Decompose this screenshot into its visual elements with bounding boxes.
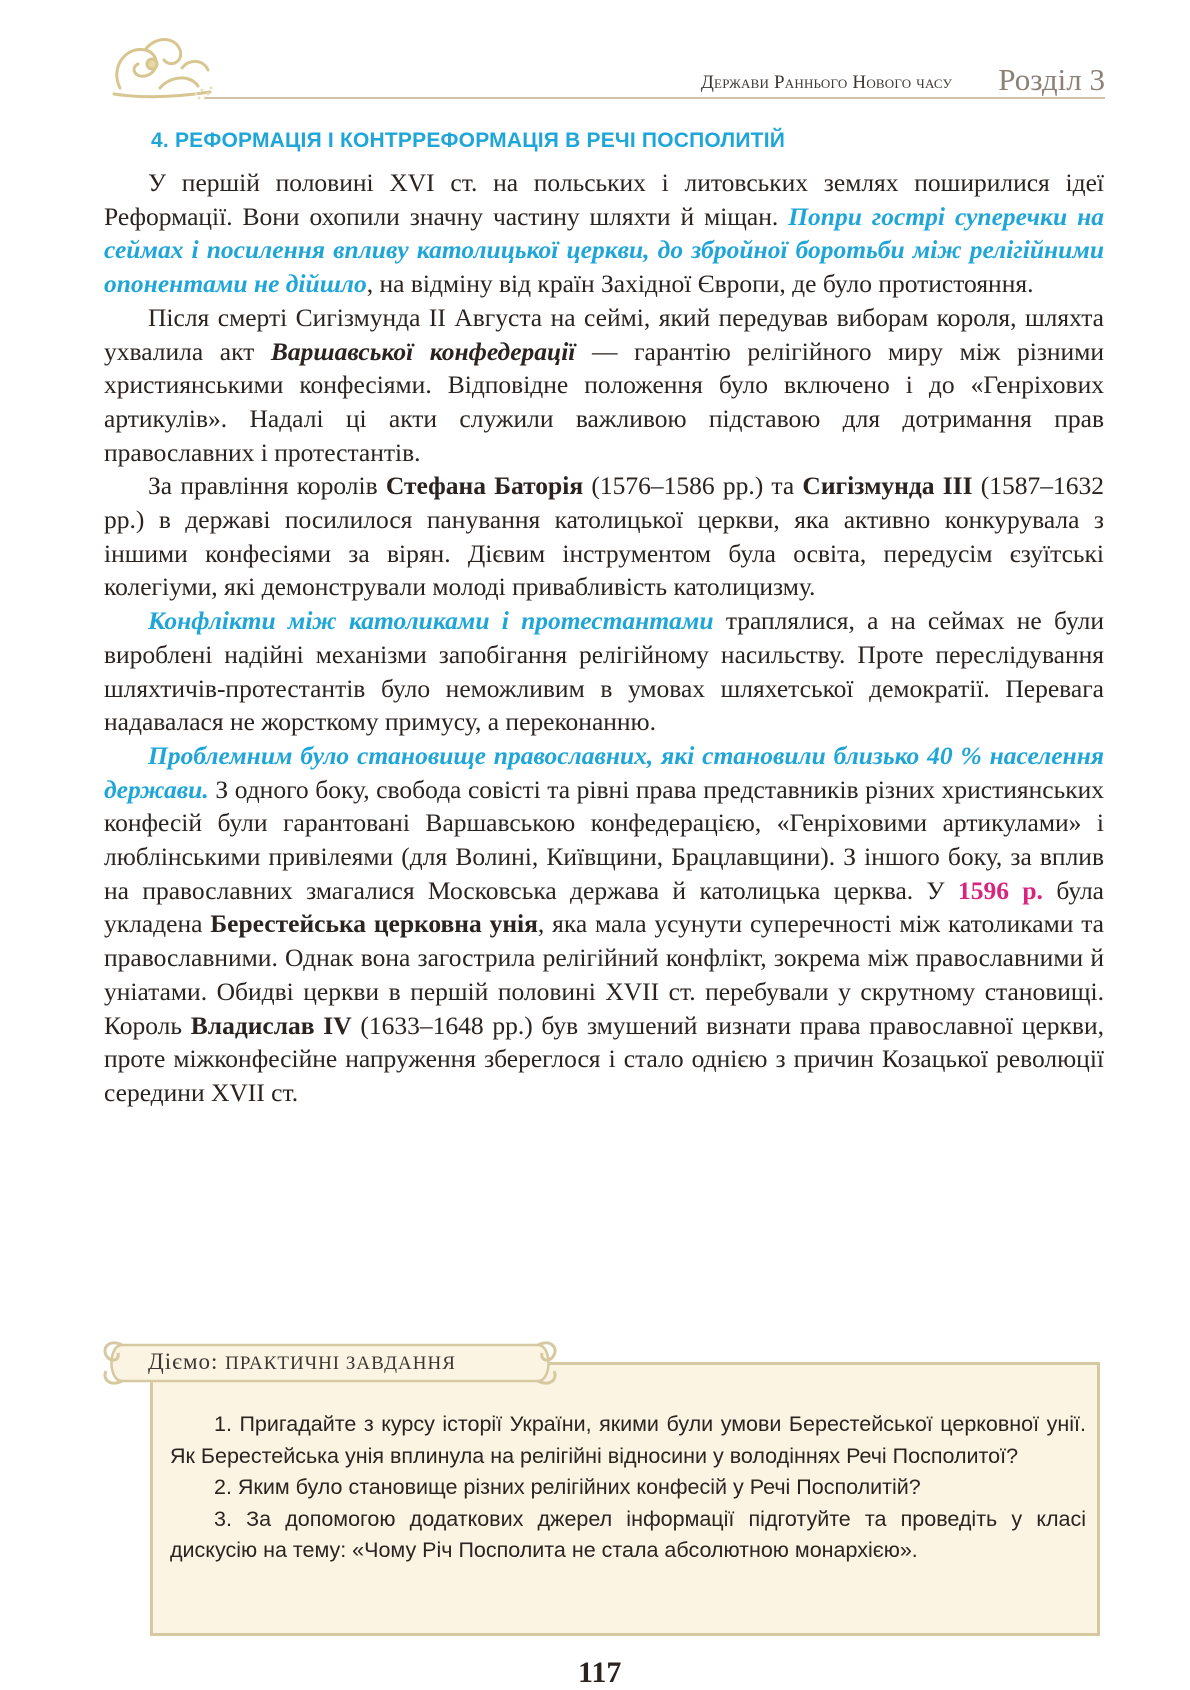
- person-name: Владислав IV: [190, 1010, 352, 1040]
- tasks-banner: [100, 1333, 560, 1393]
- highlighted-statement: Попри гострі суперечки на сеймах і посилення впливу католицької церкви, до збройної боротьби між релігійними опонентами не дійшло: [104, 201, 1104, 299]
- person-name: Стефана Баторія: [385, 471, 584, 501]
- text-run: — гарантію релігійного миру між різними християнськими конфесіями. Відповідне положення було включено і до «Генріхових артикулів». Надалі ці акти служили важливою підставою для дотримання прав православних і протестантів.: [104, 336, 1104, 467]
- key-term: Варшавської конфедерації: [270, 336, 576, 366]
- paragraph-5: [104, 739, 1104, 1110]
- header-rule: [205, 97, 1105, 99]
- task-item: 1. Пригадайте з курсу історії України, якими були умови Берестейської церковної унії. Як Берестейська унія вплинула на релігійні відносини у володіннях Речі Посполитої?: [170, 1412, 1086, 1468]
- text-run: , на відміну від країн Західної Європи, де було протистояння.: [366, 269, 1034, 299]
- running-title: Держави Раннього Нового часу: [700, 72, 952, 93]
- task-item: 3. За допомогою додаткових джерел інформації підготуйте та проведіть у класі дискусію на тему: «Чому Річ Посполита не стала абсолютною монархією».: [170, 1506, 1086, 1562]
- text-run: (1587–1632 рр.) в державі посилилося панування католицької церкви, яка активно конкурувала з іншими конфесіями за вірян. Дієвим інструментом була освіта, передусім єзуїтські колегіуми, які демонстрували молоді привабливість католицизму.: [104, 471, 1104, 602]
- tasks-heading-first: Діємо:: [148, 1349, 219, 1374]
- chapter-label: Розділ 3: [998, 62, 1105, 97]
- text-run: , яка мала усунути суперечності між католиками та православними. Однак вона загострила релігійний конфлікт, зокрема між православними й уніатами. Обидві церкви в першій половині XVII ст. перебували у скрутному становищі. Король: [104, 909, 1104, 1040]
- task-list: [170, 1409, 1086, 1567]
- key-term: Берестейська церковна унія: [210, 909, 538, 939]
- page-number: 117: [578, 1656, 622, 1689]
- text-run: З одного боку, свобода совісті та рівні права представників різних християнських конфесій були гарантовані Варшавською конфедерацією, «Генріховими артикулами» і люблінськими привілеями (для Волині, Київщини, Брацлавщини). З іншого боку, за вплив на православних змагалися Московська держава й католицька церква. У: [104, 774, 1104, 905]
- text-run: траплялися, а на сеймах не були вироблені надійні механізми запобігання релігійному насильству. Проте переслідування шляхтичів-протестантів було неможливим в умовах шляхетської демократії. Перевага надавалася не жорсткому примусу, а переконанню.: [104, 606, 1104, 737]
- paragraph-4: [104, 604, 1104, 739]
- text-run: У першій половині XVI ст. на польських і литовських землях поширилися ідеї Реформації. Вони охопили значну частину шляхти й міщан.: [104, 168, 1104, 231]
- tasks-heading: [148, 1349, 456, 1375]
- text-run: Після смерті Сигізмунда II Августа на сеймі, який передував виборам короля, шляхта ухвалила акт: [104, 302, 1104, 366]
- key-date: 1596 р.: [958, 875, 1043, 905]
- text-run: (1576–1586 рр.) та: [583, 471, 803, 501]
- highlighted-statement: Проблемним було становище православних, які становили близько 40 % населення держави.: [104, 740, 1104, 804]
- text-run: була укладена: [104, 875, 1104, 939]
- task-item: 2. Яким було становище різних релігійних конфесій у Речі Посполитій?: [214, 1475, 921, 1499]
- text-run: (1633–1648 рр.) був змушений визнати права православної церкви, проте міжконфесійне напруження збереглося і стало однією з причин Козацької революції середини XVII ст.: [104, 1010, 1104, 1107]
- text-run: За правління королів: [148, 471, 386, 501]
- body-text: [104, 166, 1104, 1110]
- paragraph-3: [104, 469, 1104, 604]
- paragraph-2: [104, 301, 1104, 470]
- decorative-floral-ornament-icon: [100, 28, 220, 108]
- highlighted-statement: Конфлікти між католиками і протестантами: [148, 606, 714, 636]
- paragraph-1: [104, 166, 1104, 301]
- tasks-heading-rest: ПРАКТИЧНІ ЗАВДАННЯ: [225, 1353, 456, 1374]
- person-name: Сигізмунда III: [802, 471, 973, 501]
- section-title: 4. РЕФОРМАЦІЯ І КОНТРРЕФОРМАЦІЯ В РЕЧІ ПОСПОЛИТІЙ: [151, 129, 786, 152]
